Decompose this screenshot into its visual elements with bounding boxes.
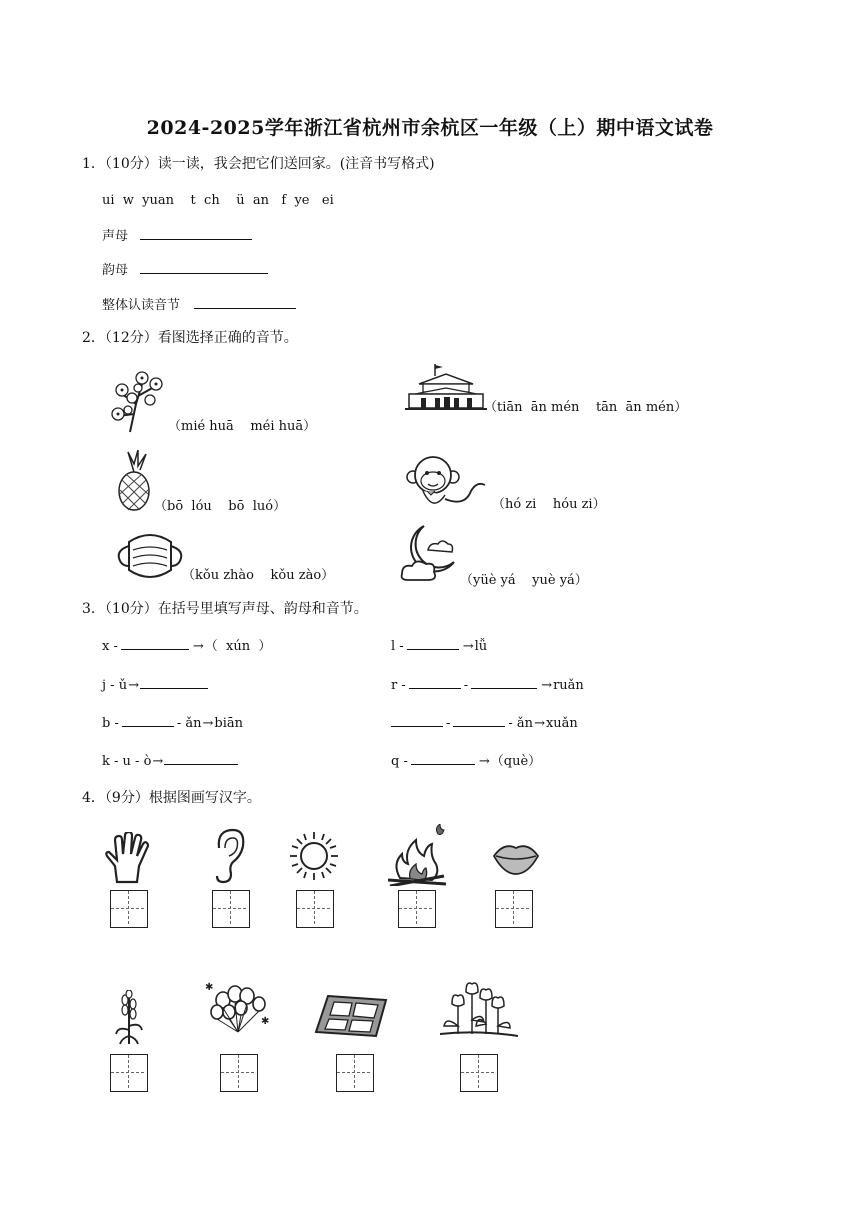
q3-right-row-1 <box>391 637 487 656</box>
answer-blank[interactable] <box>391 714 443 727</box>
arrow-icon: → <box>478 754 490 769</box>
writing-box[interactable] <box>336 1054 374 1092</box>
sun-icon <box>288 830 340 882</box>
q3-right-row-4 <box>391 752 541 771</box>
arrow-icon: → <box>462 639 474 654</box>
q2-option: （mié huā méi huā） <box>168 419 317 434</box>
q3-left-row-1 <box>102 637 271 656</box>
question-2-heading: 2．（12分）看图选择正确的音节。 <box>82 330 298 346</box>
fire-icon <box>386 824 450 886</box>
pineapple-icon <box>114 450 154 512</box>
question-4-heading: 4．（9分）根据图画写汉字。 <box>82 790 261 806</box>
answer-blank[interactable] <box>140 261 268 274</box>
ear-icon <box>213 828 247 884</box>
arrow-icon: → <box>202 716 214 731</box>
arrow-icon: → <box>541 678 553 693</box>
q3-part: j - ǔ <box>102 678 128 693</box>
writing-box[interactable] <box>212 890 250 928</box>
writing-box[interactable] <box>110 1054 148 1092</box>
monkey-icon <box>405 455 487 513</box>
q2-option: （yüè yá yuè yá） <box>460 573 588 588</box>
plum-blossom-icon <box>108 364 168 434</box>
q3-part: l - <box>391 639 404 654</box>
writing-box[interactable] <box>460 1054 498 1092</box>
arrow-icon: → <box>192 639 204 654</box>
q3-part: - <box>463 678 469 693</box>
q1-row-shengmu <box>102 227 255 246</box>
answer-blank[interactable] <box>407 637 459 650</box>
answer-blank[interactable] <box>471 676 537 689</box>
writing-box[interactable] <box>495 890 533 928</box>
face-mask-icon <box>115 528 185 584</box>
q3-part: - <box>446 716 451 731</box>
q2-option: （kǒu zhào kǒu zào） <box>182 568 335 583</box>
window-icon <box>314 994 390 1038</box>
answer-blank[interactable] <box>140 676 208 689</box>
rice-plant-icon <box>114 990 144 1046</box>
q3-part: k - u - ò <box>102 754 152 769</box>
answer-blank[interactable] <box>194 296 296 309</box>
balloons-icon <box>205 982 271 1034</box>
answer-blank[interactable] <box>121 637 189 650</box>
svg-text:✱: ✱ <box>261 1016 270 1027</box>
tiananmen-icon <box>405 362 487 412</box>
q3-part: （ xún ） <box>204 639 272 654</box>
arrow-icon: → <box>128 678 139 693</box>
q1-row-yunmu <box>102 261 271 280</box>
question-3-heading: 3．（10分）在括号里填写声母、韵母和音节。 <box>82 601 368 617</box>
writing-box[interactable] <box>398 890 436 928</box>
q3-part: ruǎn <box>553 678 584 693</box>
hand-icon <box>103 832 151 884</box>
q3-part: biān <box>214 716 244 731</box>
q3-left-row-4 <box>102 752 241 771</box>
arrow-icon: → <box>534 716 545 731</box>
q3-part: （què） <box>490 754 542 769</box>
q3-part: q - <box>391 754 408 769</box>
q3-right-row-2 <box>391 676 584 695</box>
q1-row-label: 声母 <box>102 229 129 244</box>
answer-blank[interactable] <box>140 227 252 240</box>
question-1-heading: 1．（10分）读一读，我会把它们送回家。(注音书写格式) <box>82 156 435 172</box>
q3-left-row-2 <box>102 676 211 695</box>
writing-box[interactable] <box>110 890 148 928</box>
writing-box[interactable] <box>220 1054 258 1092</box>
q1-row-label: 韵母 <box>102 263 129 278</box>
answer-blank[interactable] <box>453 714 505 727</box>
mouth-icon <box>492 838 540 876</box>
q3-part: - ǎn <box>508 716 534 731</box>
svg-text:✱: ✱ <box>205 982 214 993</box>
q3-part: b - <box>102 716 119 731</box>
q3-part: xuǎn <box>545 716 578 731</box>
answer-blank[interactable] <box>122 714 174 727</box>
writing-box[interactable] <box>296 890 334 928</box>
q3-part: x - <box>102 639 118 654</box>
answer-blank[interactable] <box>409 676 461 689</box>
q2-option: （tiān ān mén tān ān mén） <box>484 400 688 415</box>
page-title: 2024-2025学年浙江省杭州市余杭区一年级（上）期中语文试卷 <box>146 117 714 139</box>
q3-part: lǚ <box>474 639 488 654</box>
answer-blank[interactable] <box>411 752 475 765</box>
q1-row-zhengti <box>102 296 299 315</box>
q2-option: （bō lóu bō luó） <box>154 499 287 514</box>
q1-row-label: 整体认读音节 <box>102 298 181 313</box>
q3-right-row-3 <box>391 714 578 733</box>
answer-blank[interactable] <box>164 752 238 765</box>
q3-left-row-3 <box>102 714 243 733</box>
q3-part: - ǎn <box>176 716 202 731</box>
tulips-icon <box>438 976 520 1042</box>
q1-syllables: ui w yuan t ch ü an f ye ei <box>102 193 334 208</box>
q3-part: r - <box>391 678 406 693</box>
q2-option: （hó zi hóu zi） <box>492 497 606 512</box>
moon-cloud-icon <box>398 522 460 584</box>
arrow-icon: → <box>152 754 164 769</box>
